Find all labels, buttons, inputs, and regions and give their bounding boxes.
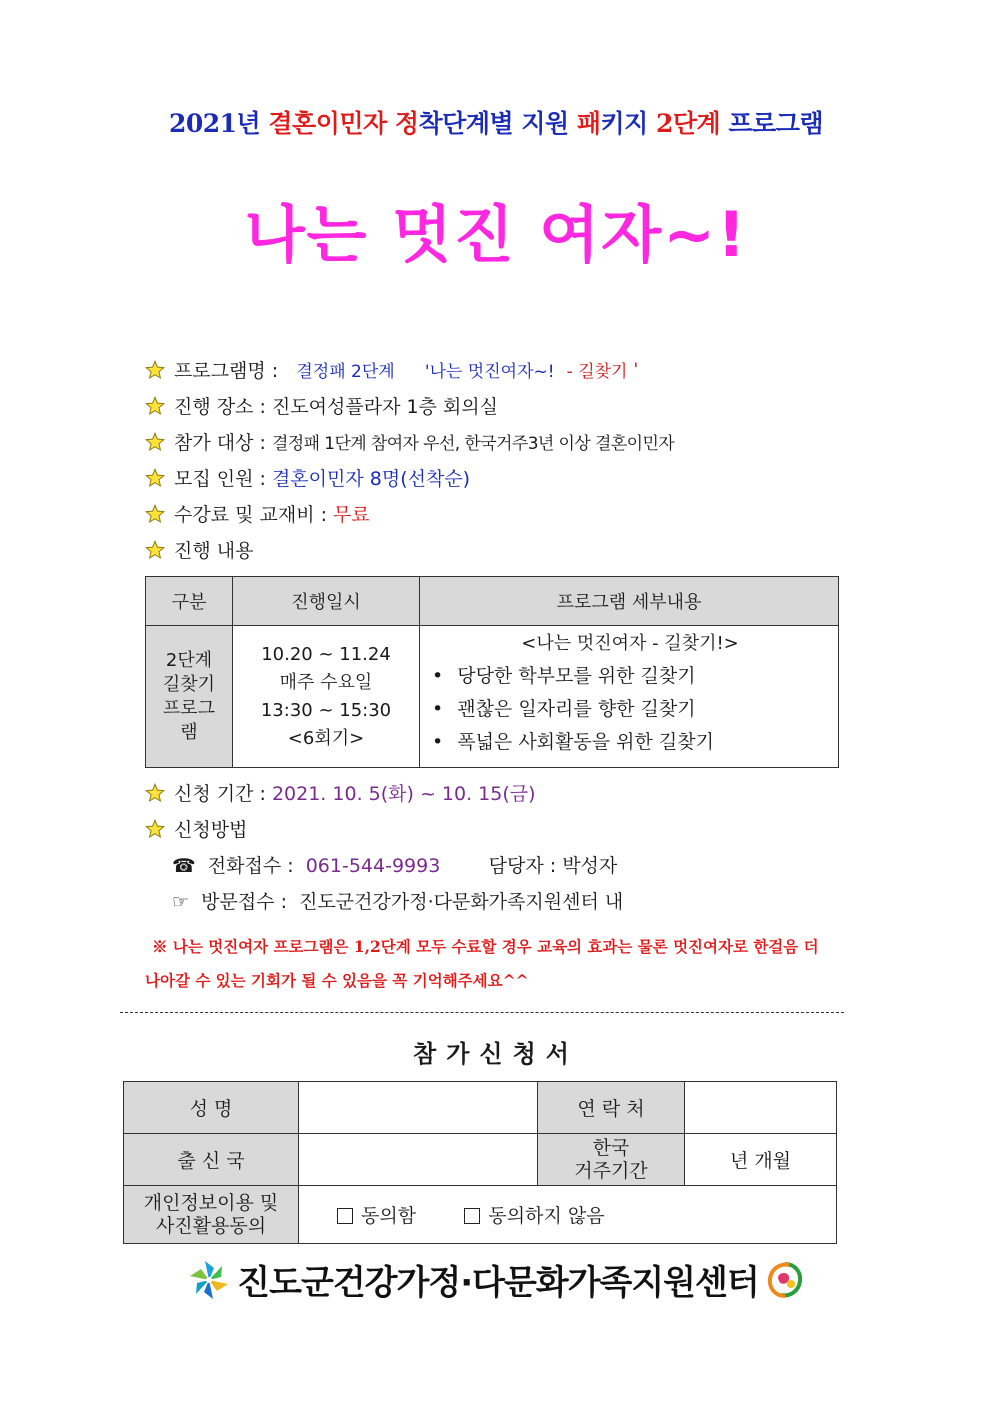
form-row — [124, 1082, 837, 1134]
header-title-part: 결혼이민자 — [268, 109, 395, 138]
detail-cell — [420, 626, 839, 768]
program-table — [145, 576, 839, 768]
pointing-hand-icon: ☞ — [172, 891, 190, 913]
pinwheel-logo-icon — [187, 1258, 231, 1302]
name-label: 성 명 — [124, 1082, 299, 1134]
agree-label: 동의함 — [361, 1205, 417, 1227]
phone-icon: ☎ — [172, 855, 196, 877]
header-title-part: 2021년 — [168, 109, 269, 138]
application-form — [123, 1081, 837, 1244]
org-name: 진도군건강가정·다문화가족지원센터 — [237, 1263, 759, 1303]
cut-line — [120, 1012, 844, 1013]
consent-label: 개인정보이용 및 사진활용동의 — [124, 1186, 299, 1244]
phone-apply: ☎ 전화접수 : 061-544-9993 담당자 : 박성자 — [172, 855, 618, 877]
country-field[interactable] — [299, 1134, 538, 1186]
visit-apply: ☞ 방문접수 : 진도군건강가정·다문화가족지원센터 내 — [172, 891, 624, 913]
info-place: 진행 장소 : 진도여성플라자 1층 회의실 — [145, 392, 498, 419]
header-datetime: 진행일시 — [233, 577, 420, 626]
family-logo-icon — [765, 1260, 805, 1300]
manager: 담당자 : 박성자 — [488, 855, 618, 877]
star-icon — [145, 504, 165, 524]
header-title-part: 프로그램 — [728, 109, 824, 138]
header-title-part: 정 — [394, 109, 419, 138]
agree-checkbox[interactable] — [337, 1208, 353, 1224]
header-title-part: 착단계별 지원 — [418, 109, 577, 138]
name-field[interactable] — [299, 1082, 538, 1134]
contact-field[interactable] — [685, 1082, 837, 1134]
form-row — [124, 1134, 837, 1186]
stay-field[interactable]: 년 개월 — [685, 1134, 837, 1186]
star-icon — [145, 396, 165, 416]
program-table-header — [146, 577, 839, 626]
category-cell: 2단계 길찾기 프로그 램 — [146, 626, 233, 768]
main-title: 나는 멋진 여자~! — [244, 198, 748, 271]
star-icon — [145, 540, 165, 560]
star-icon — [145, 819, 165, 839]
detail-heading: <나는 멋진여자 - 길찾기!> — [521, 633, 739, 654]
note-line-1: ※ 나는 멋진여자 프로그램은 1,2단계 모두 수료할 경우 교육의 효과는 물론 멋진여자로 한걸음 더 — [152, 937, 819, 956]
contact-label: 연 락 처 — [538, 1082, 685, 1134]
datetime-cell: 10.20 ~ 11.24 매주 수요일 13:30 ~ 15:30 <6회기> — [233, 626, 420, 768]
apply-method: 신청방법 — [145, 815, 247, 842]
star-icon — [145, 432, 165, 452]
header-detail: 프로그램 세부내용 — [420, 577, 839, 626]
info-recruit: 모집 인원 : 결혼이민자 8명(선착순) — [145, 464, 470, 491]
consent-options — [299, 1186, 837, 1244]
detail-item: • 당당한 학부모를 위한 길찾기 — [432, 660, 828, 693]
star-icon — [145, 783, 165, 803]
apply-period: 신청 기간 : 2021. 10. 5(화) ~ 10. 15(금) — [145, 779, 536, 806]
note-line-2: 나아갈 수 있는 기회가 될 수 있음을 꼭 기억해주세요^^ — [145, 971, 529, 990]
header-title — [0, 104, 992, 140]
footer — [0, 1255, 992, 1304]
header-title-part: 키지 — [600, 109, 657, 138]
disagree-label: 동의하지 않음 — [488, 1205, 605, 1227]
info-target: 참가 대상 : 결정패 1단계 참여자 우선, 한국거주3년 이상 결혼이민자 — [145, 428, 674, 455]
info-content: 진행 내용 — [145, 536, 253, 563]
star-icon — [145, 468, 165, 488]
country-label: 출 신 국 — [124, 1134, 299, 1186]
disagree-checkbox[interactable] — [464, 1208, 480, 1224]
header-title-part: 2단계 — [656, 109, 729, 138]
form-title: 참가신청서 — [413, 1040, 579, 1068]
star-icon — [145, 360, 165, 380]
info-program-name: 프로그램명 : 결정패 2단계 '나는 멋진여자~! - 길찾기 ' — [145, 356, 638, 383]
header-title-part: 패 — [576, 109, 601, 138]
info-fee: 수강료 및 교재비 : 무료 — [145, 500, 370, 527]
detail-item: • 폭넓은 사회활동을 위한 길찾기 — [432, 726, 828, 759]
program-table-row — [146, 626, 839, 768]
header-category: 구분 — [146, 577, 233, 626]
stay-label: 한국 거주기간 — [538, 1134, 685, 1186]
phone-number: 061-544-9993 — [305, 855, 441, 877]
detail-item: • 괜찮은 일자리를 향한 길찾기 — [432, 693, 828, 726]
form-row — [124, 1186, 837, 1244]
